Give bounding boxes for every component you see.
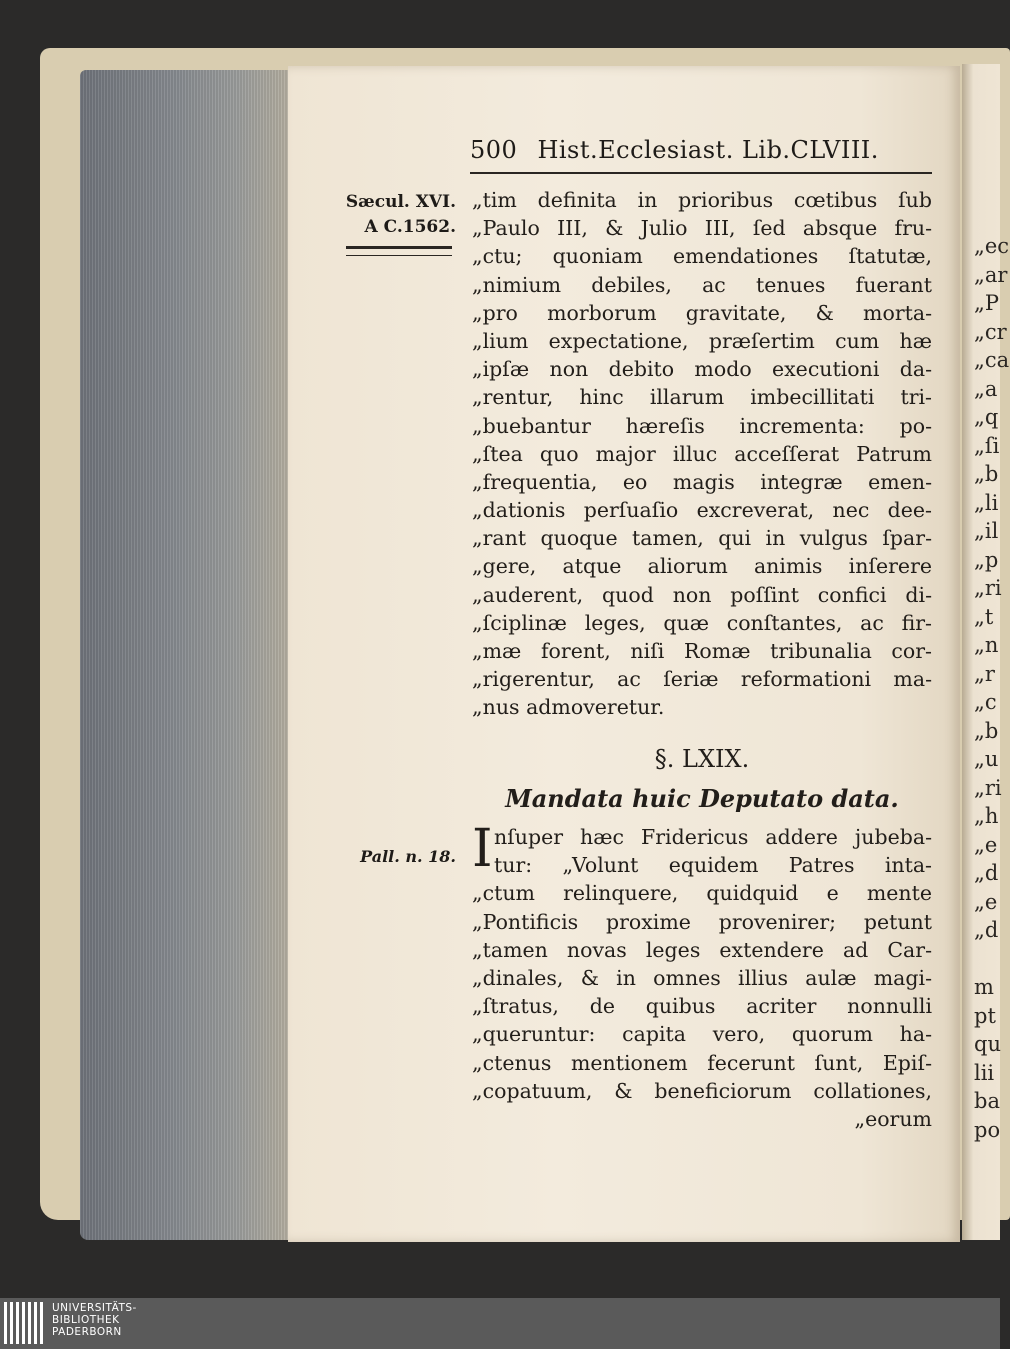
text-line: „Paulo III, & Julio III, ſed absque fru- bbox=[472, 216, 932, 241]
text-line: tur: „Volunt equidem Patres inta- bbox=[494, 853, 932, 878]
text-line: „auderent, quod non poſſint confici di- bbox=[472, 582, 932, 607]
text-line: „ſtea quo major illuc acceſſerat Patrum bbox=[472, 441, 932, 466]
section-title: Mandata huic Deputato data. bbox=[505, 784, 899, 813]
paragraph-section-69 bbox=[472, 819, 932, 1133]
text-line: „ctum relinquere, quidquid e mente bbox=[472, 881, 932, 906]
text-line: „frequentia, eo magis integræ emen- bbox=[472, 469, 932, 494]
facing-page-edge bbox=[962, 64, 1010, 1240]
text-line: „buebantur hæreſis incrementa: po- bbox=[472, 413, 932, 438]
margin-year: A C.1562. bbox=[364, 217, 456, 237]
text-line: „pro morborum gravitate, & morta- bbox=[472, 300, 932, 325]
library-name-line-2: BIBLIOTHEK bbox=[52, 1314, 120, 1326]
text-line: „rant quoque tamen, qui in vulgus ſpar- bbox=[472, 526, 932, 551]
margin-date-note bbox=[330, 190, 456, 240]
facing-page-text: „ec „ar „P „cr „ca „a „q „ſi „b „li „il „p „ri „t „n „r „c „b „u „ri „h „e „d „e „d m pt qu lii ba po bbox=[974, 234, 1010, 1142]
section-number: §. LXIX. bbox=[654, 745, 750, 773]
text-line: „rigerentur, ac ſeriæ reformationi ma- bbox=[472, 667, 932, 692]
running-header bbox=[470, 136, 879, 164]
text-line: „ctu; quoniam emendationes ſtatutæ, bbox=[472, 244, 932, 269]
text-line: „queruntur: capita vero, quorum ha- bbox=[472, 1022, 932, 1047]
text-line: „nimium debiles, ac tenues fuerant bbox=[472, 272, 932, 297]
paragraph-continued bbox=[472, 186, 932, 722]
margin-century: Sæcul. XVI. bbox=[345, 192, 456, 212]
page-block-edge bbox=[80, 70, 290, 1240]
text-line: „ſciplinæ leges, quæ conſtantes, ac fir- bbox=[472, 610, 932, 635]
drop-capital: I bbox=[472, 819, 493, 879]
header-rule bbox=[470, 172, 932, 174]
running-title: Hist.Ecclesiast. Lib.CLVIII. bbox=[537, 136, 879, 164]
text-line: „ipſæ non debito modo executioni da- bbox=[472, 357, 932, 382]
text-line: „copatuum, & beneficiorum collationes, bbox=[472, 1078, 932, 1103]
text-line: nſuper hæc Fridericus addere jubeba- bbox=[494, 825, 932, 849]
margin-rule-thin bbox=[346, 255, 452, 256]
text-line: „rentur, hinc illarum imbecillitati tri- bbox=[472, 385, 932, 410]
text-line: „dinales, & in omnes illius aulæ magi- bbox=[472, 965, 932, 990]
text-line: „ctenus mentionem fecerunt ſunt, Epiſ- bbox=[472, 1050, 932, 1075]
page-number: 500 bbox=[470, 136, 518, 164]
library-name-line-1: UNIVERSITÄTS- bbox=[52, 1302, 137, 1314]
text-line: „Pontificis proxime provenirer; petunt bbox=[472, 909, 932, 934]
library-footer-bar bbox=[0, 1298, 1000, 1349]
library-name bbox=[52, 1302, 137, 1338]
text-line: „lium expectatione, præſertim cum hæ bbox=[472, 328, 932, 353]
library-name-line-3: PADERBORN bbox=[52, 1326, 122, 1338]
library-logo-icon bbox=[4, 1302, 44, 1344]
catchword: „eorum bbox=[854, 1106, 932, 1131]
margin-reference: Pall. n. 18. bbox=[360, 847, 456, 866]
text-line: „dationis perſuaſio excreverat, nec dee- bbox=[472, 498, 932, 523]
text-line: „tamen novas leges extendere ad Car- bbox=[472, 937, 932, 962]
margin-rule-thick bbox=[346, 246, 452, 249]
text-line: „tim definita in prioribus cœtibus ſub bbox=[472, 188, 932, 212]
text-line: „nus admoveretur. bbox=[472, 695, 665, 720]
text-line: „gere, atque aliorum animis inſerere bbox=[472, 554, 932, 579]
text-line: „ſtratus, de quibus acriter nonnulli bbox=[472, 994, 932, 1019]
text-line: „mæ forent, niſi Romæ tribunalia cor- bbox=[472, 639, 932, 663]
